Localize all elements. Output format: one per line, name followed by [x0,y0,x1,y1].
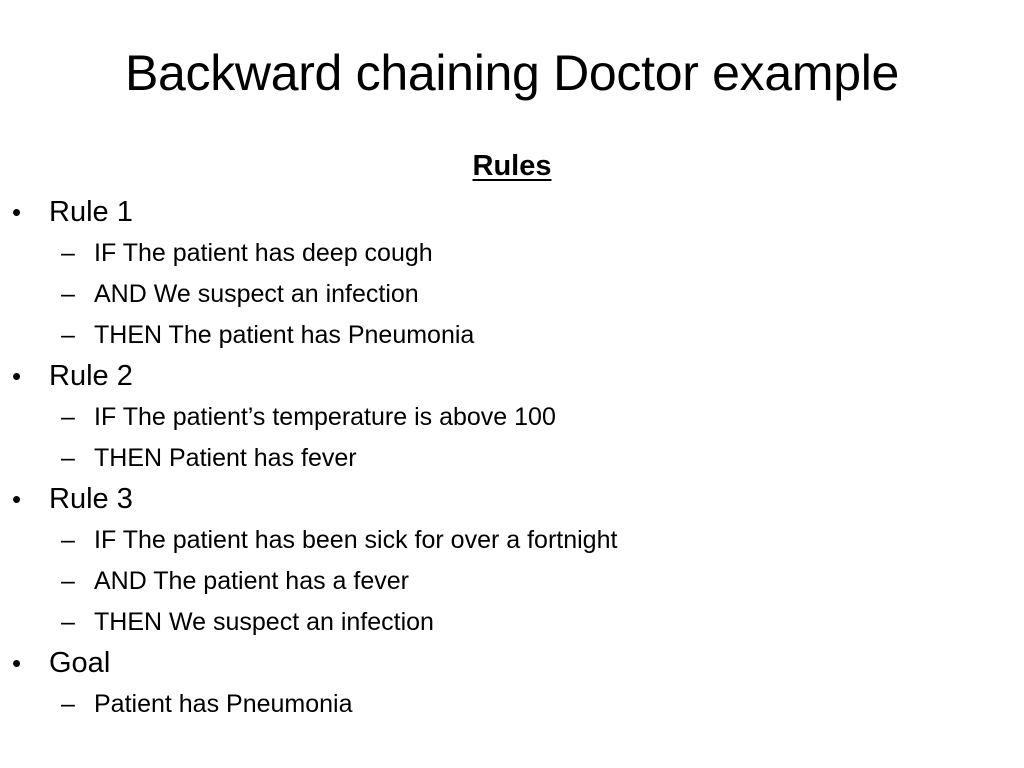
sub-item [12,399,1002,435]
sub-item [12,522,1002,558]
rules-heading: Rules [472,150,552,182]
dash-icon: – [61,239,75,267]
sub-item-text: IF The patient has been sick for over a fortnight [94,526,618,554]
sub-item [12,604,1002,640]
sub-item-text: IF The patient has deep cough [94,239,433,267]
sub-item [12,686,1002,722]
slide-title: Backward chaining Doctor example [124,45,900,101]
bullet-item-goal [12,645,1002,681]
sub-item-text: Patient has Pneumonia [94,690,353,718]
dash-icon: – [61,321,75,349]
sub-item-text: THEN The patient has Pneumonia [94,321,475,349]
dash-icon: – [61,526,75,554]
bullet-item-label: Goal [49,647,111,679]
sub-item-text: THEN We suspect an infection [94,608,434,636]
sub-item [12,276,1002,312]
bullet-item-label: Rule 1 [49,196,133,228]
sub-item-text: AND The patient has a fever [94,567,409,595]
dash-icon: – [61,567,75,595]
bullet-item-rule-3 [12,481,1002,517]
bullet-item-label: Rule 2 [49,360,133,392]
sub-item [12,440,1002,476]
sub-item-text: AND We suspect an infection [94,280,419,308]
sub-item [12,563,1002,599]
dash-icon: – [61,403,75,431]
bullet-item-label: Rule 3 [49,483,133,515]
sub-item-text: IF The patient’s temperature is above 100 [94,403,556,431]
sub-item-text: THEN Patient has fever [94,444,357,472]
dash-icon: – [61,690,75,718]
sub-item [12,317,1002,353]
bullet-icon: • [12,197,22,227]
dash-icon: – [61,444,75,472]
bullet-icon: • [12,648,22,678]
dash-icon: – [61,280,75,308]
sub-item [12,235,1002,271]
dash-icon: – [61,608,75,636]
bullet-icon: • [12,484,22,514]
bullet-icon: • [12,361,22,391]
rules-list [12,194,1002,722]
bullet-item-rule-1 [12,194,1002,230]
bullet-item-rule-2 [12,358,1002,394]
